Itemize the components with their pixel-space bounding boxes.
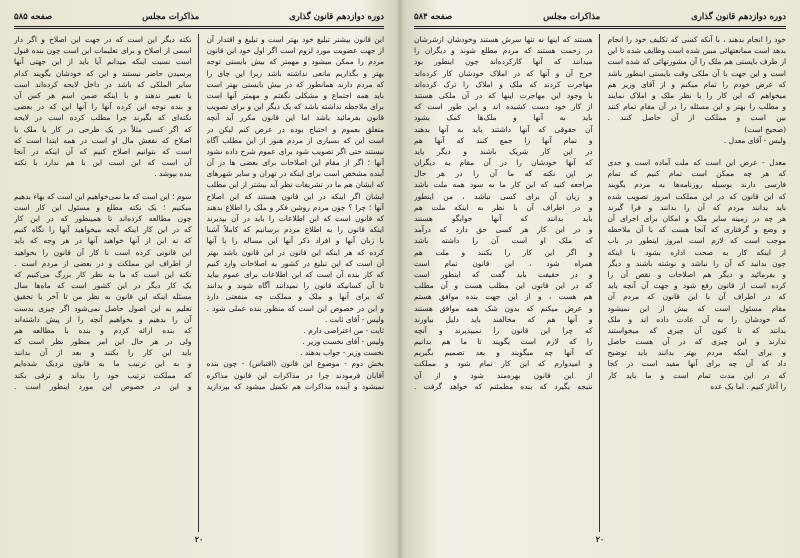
- text-line: که آنها خودشان را در آن مقام به دیگران: [414, 158, 593, 168]
- text-line: و در حقیقت باید گفت که اینطور است: [414, 269, 593, 279]
- text-line: که اگر کسی مثلاً در یک طرحی در کار یا ملک یا: [14, 124, 192, 134]
- text-line: که عرض خودم را تمام میکنم و از آقای وزیر هم: [607, 79, 786, 89]
- text-line: که ملک او است آن را داشته باشد: [414, 236, 593, 246]
- text-line: آینده مشخص است برای اینکه در تهران و سایر شهرهای: [206, 169, 384, 179]
- text-line: از جهت عضویت مورد لزوم است اگر اول خود این قانون: [206, 46, 384, 56]
- header-session: دوره دوازدهم قانون گذاری: [289, 12, 384, 22]
- text-line: است که بتوانیم اصلاح کنیم که آن اینکه در آنجا: [14, 146, 192, 156]
- text-line: مهاجرت کردند که ملک و املاک را ترک کرده‌اند: [414, 79, 593, 89]
- text-line: و آنها هم که مخالفند باید دلیل بیاورند: [414, 314, 593, 324]
- text-line: اصلاح که نفعش مال او است در همه ابتدا است که: [14, 135, 192, 145]
- text-line: بهتر و بگذاریم مانعی نداشته باشد زیرا این چای را: [206, 68, 384, 78]
- text-line: آنها ؛ چرا ؟ چون مردم روشن فکر و ملک را اطلاع بدهند: [206, 202, 384, 212]
- header-rule-thin: [14, 28, 384, 29]
- text-line: آن است که این است این با هم ندارد با نکته: [14, 158, 192, 168]
- text-line: و زیان آن برای کسی نباشد ، من اینطور: [414, 191, 593, 201]
- text-line: و برای اینکه مردم بهتر بدانند باید توضیح: [607, 348, 786, 358]
- text-line: است این که بسیاری از مردم هنوز از این مطلب آگاه: [206, 135, 384, 145]
- text-line: است نسبت اینکه میدانم آیا باید از این جهتی آنها: [14, 57, 192, 67]
- text-line: و مطلب را بهتر و این مسئله را در آن مقام تمام کنند: [607, 102, 786, 112]
- text-line: و این در خصوص این مورد اینطور است .: [14, 381, 192, 391]
- text-line: باید همه اجتماع و مشکلی نگفتم و مهمتر آنها است: [206, 90, 384, 100]
- text-line: که برای آنها و ملک و مملکت چه منفعتی دارد: [206, 292, 384, 302]
- text-line: که این قانون که در این مملکت امروز تصویب شده: [607, 191, 786, 201]
- text-column-right: [608, 34, 787, 532]
- text-line: که بنده ارائه کردم و بنده با مطالعه هم: [14, 325, 192, 335]
- text-line: بین است و مملکت از آن حاصل کنند .: [607, 113, 786, 123]
- text-line: متعلق بعموم و احتیاج بوده در عرض کنم لیکن در: [206, 124, 384, 134]
- text-line: بر این نکته که ما آن را در هر حال: [414, 169, 593, 179]
- text-line: را که لازم است بگویند تا ما هم بدانیم: [414, 337, 593, 347]
- text-line: و امیدوارم که این کار تمام شود و مملکت: [414, 359, 593, 369]
- text-line: و در این کار هر کسی حق دارد که درآمد: [414, 225, 593, 235]
- text-line: که در این مدت تمام است و ما باید کار: [607, 370, 786, 380]
- text-line: ولیس - آقای نخست وزیر .: [302, 337, 384, 347]
- text-line: ولی در هر حال این امر منظور نظر است که: [14, 337, 192, 347]
- text-line: آقایان فرمودند چرا در مذاکرات این قانون مذاکره: [206, 370, 384, 380]
- text-line: است و این جهت با آن ملکی وقت بایستی اینطور باشد: [607, 68, 786, 78]
- text-line: باید بدانند مردم که آن را بدانند و فرا گیرند: [607, 202, 786, 212]
- text-line: که در اطراف آن با این قانون که مردم آن: [607, 292, 786, 302]
- text-line: از اینکه کار به صحت اداره بشود با اینکه: [607, 247, 786, 257]
- text-line: بدانند که تا کنون آن چیزی که میخواستند: [607, 325, 786, 335]
- text-line: آن را بدهیم و بخواهیم آنچه را از پیش داشته‌اند: [14, 314, 192, 324]
- text-line: آن است که این تبلیغ در کشور به اصلاحات وارد کنیم: [206, 258, 384, 268]
- text-line: چون مطالعه کرده‌اند تا همینطور که در این کار: [14, 214, 192, 223]
- text-line: سوم ؛ این است که ما نمی‌خواهیم این است که بهاء بدهیم: [14, 191, 192, 201]
- text-line: یک کار دیگر در این کشور است که ماه‌ها سال: [14, 281, 192, 291]
- page-header: [414, 10, 786, 24]
- text-line: از کار خود دست کشیده اند و این طور است که: [414, 102, 593, 112]
- text-line: و بفرمائید و دیگر هم اصلاحات و نقص آن را: [607, 269, 786, 279]
- text-line: (صحیح است): [744, 124, 786, 134]
- text-line: ولیس - آقای ثابت .: [325, 314, 384, 324]
- header-title: مذاکرات مجلس: [142, 12, 200, 22]
- text-line: که مردم دارند همانطور که در بیش بایستی بهتر است: [206, 79, 384, 89]
- text-line: در زحمت هستند که مردم مطلع شوند و دیگران را: [414, 46, 593, 56]
- text-line: نخست وزیر - جواب بدهند .: [300, 348, 384, 358]
- text-line: میخواهم که این کار را با نظر ملک و املاک نمایند: [607, 90, 786, 100]
- text-line: مراجعه کنید که این کار ما به سود همه ملت باشد: [414, 180, 593, 190]
- text-line: در این کار شریک باشند و دیگر باید: [414, 146, 593, 156]
- text-line: نمیشود و آینده مذاکرات هم تکمیل میشود که بپردازید: [206, 381, 384, 391]
- page-header: [14, 10, 384, 24]
- text-line: این قانونی کرده است تا کار آن قانون را بخواهید: [14, 247, 192, 257]
- header-session: دوره دوازدهم قانون گذاری: [691, 12, 786, 22]
- text-line: بنده بپوشد .: [154, 169, 192, 179]
- text-line: یا تغییر ندهند و با اینکه ضمن اسم هر کس آن: [14, 90, 192, 100]
- text-line: با زبان آنها و افراد ذکر آنها این مساله را با آنها: [206, 236, 384, 246]
- text-line: که هر چه ممکن است تمام کنیم که تمام: [607, 169, 786, 179]
- text-line: کرده است از قانون رفع شود و جهت آن آنچه باید: [607, 281, 786, 291]
- text-line: نیستند حتی اگر تصویب شود برای عموم شرح داده نشود: [206, 146, 384, 156]
- text-line: نکته این است که ما به نظر کار بزرگ می‌کنیم که: [14, 269, 192, 279]
- text-column-left: [414, 34, 600, 532]
- text-line: معدل - عرض این است که ملت آماده است و جدی: [607, 158, 786, 168]
- text-line: نکته‌ای که بگیرند چرا مطلب کرده است در لایحه: [14, 113, 192, 123]
- text-line: که آنها چه میگویند و بعد تصمیم بگیریم: [414, 348, 593, 358]
- text-columns: [414, 34, 786, 532]
- text-line: موجب است که لازم است امروز اینطور در باب: [607, 236, 786, 246]
- text-line: مسئله اینکه این قانون به نظر من تا آخر با تحقیق: [14, 292, 192, 302]
- text-line: باید به آنها و ملک‌ها کمک بشود: [414, 113, 593, 123]
- text-line: ولیس - آقای معدل .: [723, 135, 786, 145]
- header-rule-thin: [414, 28, 786, 29]
- text-line: که قانون است که این اطلاعات را باید در آن بپذیرند: [206, 214, 384, 223]
- text-line: اسمی از اصلاح و برای تعلیمات این است چون بنده قبول: [14, 46, 192, 56]
- header-rule: [14, 26, 384, 27]
- text-columns: [14, 34, 384, 532]
- text-line: که چرا این قانون را نمیپذیرند و آنچه: [414, 325, 593, 335]
- text-line: همراه شود ، این قانون تمام است: [414, 258, 593, 268]
- text-line: هر چه در زمینه سایر ملک و امکان برای اجرای آن: [607, 214, 786, 223]
- text-line: تا آن کسانیکه قانون را نمیدانند آگاه شوند و بدانند: [206, 281, 384, 291]
- text-line: که ایشان هم ما در تشریفات نظر آید بیشتر از این مطلب: [206, 180, 384, 190]
- text-line: که در این کار اینکه آنچه میخواهید آنها را نگاه کنیم: [14, 225, 192, 235]
- header-page-number: صفحه ۵۸۵: [14, 12, 53, 22]
- text-line: [608, 146, 787, 157]
- text-line: از اطراف این مملکت و در بعضی از مردم است .: [14, 258, 192, 268]
- text-line: خود را انجام بدهند ، با آنکه کسی که تکلیف خود را انجام: [607, 35, 786, 44]
- text-line: ایشان اگر اینکه در این قانون هستند که این اصلاح: [206, 191, 384, 201]
- text-line: نکته دیگر این است که در جهت این اصلاح و اگر دار: [14, 35, 192, 44]
- text-line: که خودشان را به آن عادت داده اند و ملک: [607, 314, 786, 324]
- header-page-number: صفحه ۵۸۴: [414, 12, 453, 22]
- text-line: مردم را ممکن میشود و مهمتر که بیش بایستی توجه: [206, 57, 384, 67]
- page-footer-number: ۲۰: [194, 534, 204, 544]
- text-line: پرسیدن حاضر نیستند و این که خودشان بگویند کدام: [14, 68, 192, 78]
- text-line: میدانند که آنها کارکرده‌اند چون اینطور بود: [414, 57, 593, 67]
- text-line: تعلیم به این اصول حاصل نمی‌شود اگر چیزی بدست: [14, 303, 192, 313]
- text-line: و به این ترتیب ما به قانون نزدیک شده‌ایم: [14, 359, 192, 369]
- text-line: و وضع و گرفتاری که آنجا هست که با آن ملاحظه: [607, 225, 786, 235]
- text-line: هم هست ، و از این جهت بنده موافق هستم: [414, 292, 593, 302]
- text-line: داد که آن چه برای آنها مفید است در کجا: [607, 359, 786, 369]
- text-line: و تمام آنها را جمع کنند که آنها هم: [414, 135, 593, 145]
- text-line: سایر الملکی که باشد در داخل لایحه کرده‌اند است: [14, 79, 192, 89]
- text-line: قانون بفرمائید باشد اما این قانون مکرر آید آنچه: [206, 113, 384, 123]
- text-column-left: [14, 34, 199, 532]
- text-line: این قانون بیشتر تبلیغ خود بهتر است و تبلیغ و اقتدار آن: [206, 35, 384, 44]
- text-line: بدهد است ممانعتهائی مبین شده است وظایف شده تا این: [607, 46, 786, 56]
- text-line: مقام مسئول است که بیش از این نمیشود: [607, 303, 786, 313]
- text-line: که کار بنده آن است که این اطلاعات برای عموم بیاید: [206, 269, 384, 279]
- header-rule: [414, 26, 786, 27]
- text-line: هستند که اینها نه تنها سرش هستند وخودشان ازشرشان: [414, 35, 593, 44]
- text-line: از این قانون بهره‌مند شود و از آن: [414, 370, 593, 380]
- text-line: میکنیم ؛ یک نکته مطلع و مسئول این کار است: [14, 202, 192, 212]
- text-line: که در این قانون این مطلب هست و آن مطلب: [414, 281, 593, 291]
- left-page: [14, 10, 384, 548]
- text-line: با وجود این مهاجرت اینها که در آن ملکی هستند: [414, 90, 593, 100]
- text-line: و عرض میکنم که بدون شک همه موافق هستند: [414, 303, 593, 313]
- text-line: آنها ؛ اگر از مقام این اصلاحات برای بعضی ها در آن: [206, 158, 384, 168]
- text-line: نتیجه بگیرد که بنده مطمئنم که خواهد گرفت .: [414, 381, 593, 391]
- text-line: ندارند و این چیزی که در آن هست حاصل: [607, 337, 786, 347]
- text-line: بخش دوم - موضوع این قانون (اقتباس) - چون بنده: [206, 359, 384, 369]
- text-line: از طرف بایستی هم ملک را آن مشورتهائی که شده است: [607, 57, 786, 67]
- text-line: که مملکت ترتیب خود را بداند و ترقی بکند: [14, 370, 192, 380]
- text-line: باید این کار را بکنند و بعد از آن بدانند: [14, 348, 192, 358]
- text-line: و بنده توجه این کرده آنها را آنها این که در بعضی: [14, 102, 192, 112]
- text-line: باید بدانند که آنها جوابگو هستند: [414, 214, 593, 223]
- text-line: آن حقوقی که آنها داشتند باید به آنها بدهند: [414, 124, 593, 134]
- text-line: کرده که هر اینکه این قانون در این قانون باشد بهتر: [206, 247, 384, 257]
- text-line: و اگر این کار را بکنند و ملت هم: [414, 247, 593, 257]
- text-line: خرج آن و آنها که در املاک خودشان کار کرده‌اند: [414, 68, 593, 78]
- text-line: اینکه قانون را به اطلاع مردم برسانیم که کاملاً آشنا: [206, 225, 384, 235]
- text-line: برای ملاحظه نداشته باشد که یک دیگر این و برای تصویب: [206, 102, 384, 112]
- page-footer-number: ۲۰: [595, 534, 605, 544]
- text-line: [14, 179, 192, 190]
- text-column-right: [207, 34, 385, 532]
- right-page: [414, 10, 786, 548]
- text-line: را آغاز کنیم . اما یک عده: [710, 381, 786, 391]
- text-line: فارسی دارند بوسیله روزنامه‌ها به مردم بگویند: [607, 180, 786, 190]
- text-line: و در اطراف آن با نظر به اینکه ملت هم: [414, 202, 593, 212]
- text-line: که نه این از آنها خواهید آنها در هر وجه که باید: [14, 236, 192, 246]
- header-title: مذاکرات مجلس: [543, 12, 601, 22]
- text-line: و این در خصوص این است که منظور بنده عملی شود .: [206, 303, 384, 313]
- text-line: ثابت - من اعتراضی دارم .: [303, 325, 384, 335]
- text-line: چون بدانید که آن را نباشد و نوشته باشند و دیگر: [607, 258, 786, 268]
